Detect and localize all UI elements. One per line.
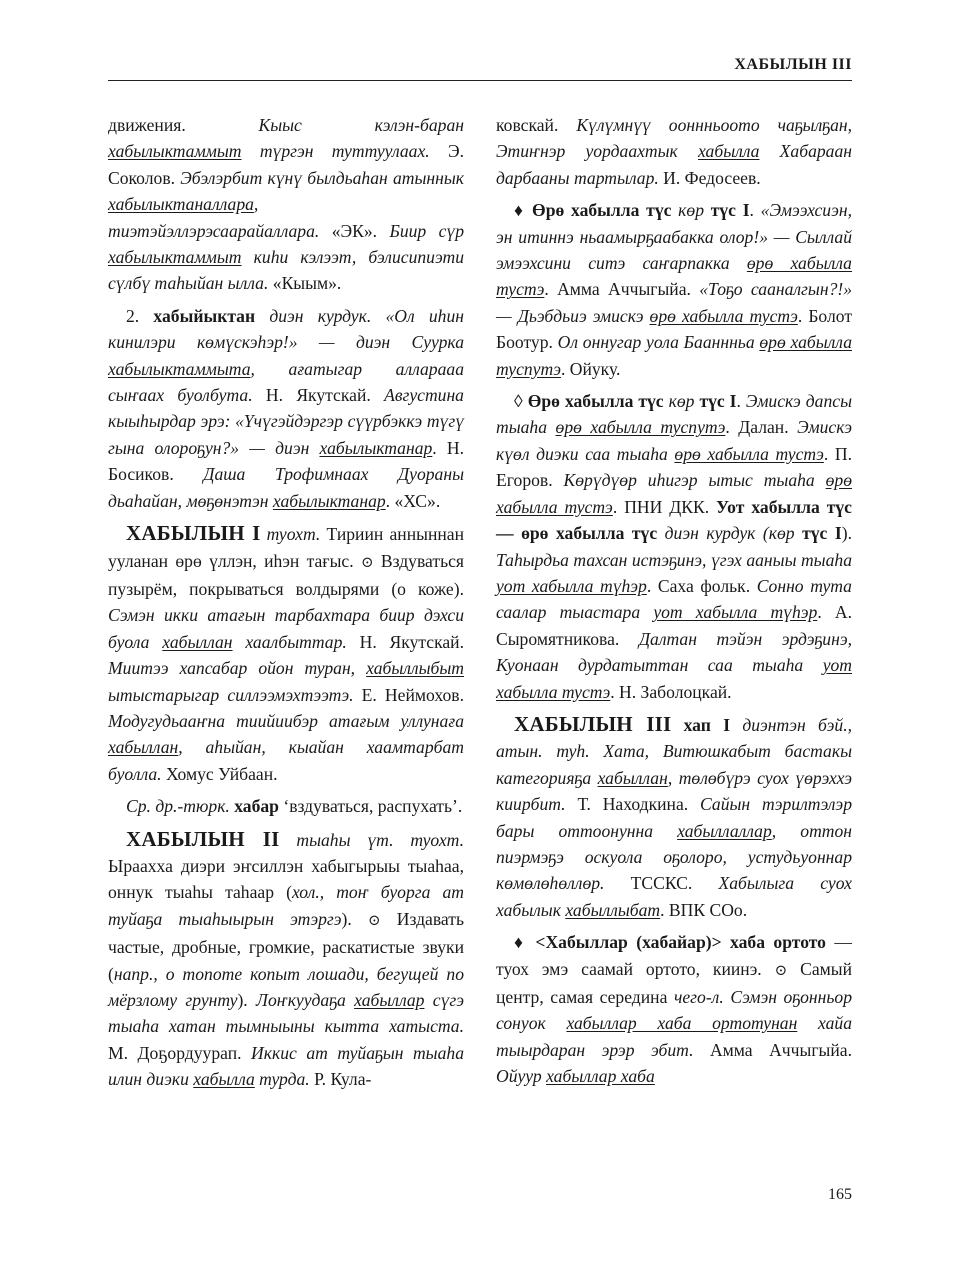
idiom-ore-khabylla-tus-2: ◊ Өрө хабылла түс көр түс I. Эмискэ дапсы тыаһа өрө хабылла туспутэ. Далан. Эмискэ күөл диэки саа тыаһа өрө хабылла тустэ. П. Егоров. Көрүдүөр иһигэр ытыс тыаһа өрө хабылла тустэ. ПНИ ДКК. Уот хабылла түс — өрө хабылла түс диэн курдук (көр түс I). Таһырдьа тахсан истэҕинэ, үгэх ааныы тыаһа уот хабылла түһэр. Саха фольк. Сонно тута саалар тыастара уот хабылла түһэр. А. Сыромятникова. Далтан тэйэн эрдэҕинэ, Куонаан дурдатыттан саа тыаһа уот хабылла тустэ. Н. Заболоцкай. <box>496 391 852 702</box>
headword: ХАБЫЛЫН II <box>126 826 280 851</box>
entry-khabylyn-3: ХАБЫЛЫН III хап I диэнтэн бэй., атын. туһ. Хата, Витюшкабыт бастакы категорияҕа хабыллан, төлөбүрэ суох үөрэххэ киирбит. Т. Находкина. Сайын тэрилтэлэр бары оттоонунна хабыллаллар, оттон пиэрмэҕэ оскуола оҕолоро, устудьуоннар көмөлөһөллөр. ТССКС. Хабылыга суох хабылык хабыллыбат. ВПК СОо. <box>496 711 852 920</box>
paragraph-continuation: движения. Кыыс кэлэн-баран хабылыктаммыт түргэн туттуулаах. Э. Соколов. Эбэлэрбит күнү былдьаһан атыннык хабылыктаналлара, тиэтэйэллэрэсаарайаллара. «ЭК». Биир сүр хабылыктаммыт киһи кэлээт, бэлисипиэти сүлбү таһыйан ылла. «Кыым». <box>108 115 465 294</box>
running-head: ХАБЫЛЫН III <box>734 56 852 73</box>
right-column <box>496 112 852 1096</box>
idiom-khaba-ortoto: ♦ <Хабыллар (хабайар)> хаба ортото — туох эмэ саамай ортото, киинэ. ⊙ Самый центр, самая середина чего-л. Сэмэн оҕонньор сонуок хабыллар хаба ортотунан хайа тыырдаран эрэр эбит. Амма Аччыгыйа. Ойуур хабыллар хаба <box>496 932 852 1087</box>
paragraph-continuation: ковскай. Күлүмнүү ооннньоото чаҕылҕан, Этиҥнэр уордаахтык хабылла Хабараан дарбааны тартылар. И. Федосеев. <box>496 115 852 188</box>
diamond-icon: ♦ <box>514 200 533 221</box>
entry-khabylyn-1: ХАБЫЛЫН I туохт. Тириин анныннан ууланан өрө үллэн, иһэн тағыс. ⊙ Вздуваться пузырём, покрываться волдырями (о коже). Сэмэн икки атағын тарбахтара биир дэхси буола хабыллан хаалбыттар. Н. Якутскай. Миитээ хапсабар ойон туран, хабыллыбыт ытыстарыгар силлээмэхтээтэ. Е. Неймохов. Модугудьааҥна тиийиибэр атағым уллунаға хабыллан, аһыйан, кыайан хаамтарбат буолла. Хомус Уйбаан. <box>108 521 464 784</box>
translation-marker-icon: ⊙ <box>368 912 381 929</box>
entry-khabylyn-2: ХАБЫЛЫН II тыаһы үт. туохт. Ыраахха диэри эҥсиллэн хабыгырыы тыаhаа, оннук тыаһы таһаар (хол., тоҥ буорга ат туйаҕа тыаһыырын этэргэ). ⊙ Издавать частые, дробные, громкие, раскатистые звуки (напр., о топоте копыт лошади, бегущей по мёрзлому грунту). Лоҥкуудаҕа хабыллар сүгэ тыаһа хатан тымныыны кытта хатыста. М. Доҕордуурап. Иккис ат туйаҕын тыаһа илин диэки хабылла турда. Р. Кула- <box>108 826 465 1090</box>
left-column <box>108 112 464 1099</box>
etymology-paragraph: Ср. др.-тюрк. хабар ‘вздуваться, распухать’. <box>126 796 463 817</box>
lozenge-icon: ◊ <box>514 391 528 412</box>
diamond-icon: ♦ <box>514 932 536 953</box>
headword: ХАБЫЛЫН III <box>514 711 672 736</box>
sense-2-paragraph: 2. хабыйыктан диэн курдук. «Ол иһин кинилэри көмүскэһэр!» — диэн Суурка хабылыктаммыта, ағатыгар алларааа сыҥаах буолбута. Н. Якутскай. Августина кыыһырдар эрэ: «Үчүгэйдэргэр сүүрбэккэ түгү гына олороҕун?» — диэн хабылыктанар. Н. Босиков. Даша Трофимнаах Дуораны дьаһайан, мөҕөнэтэн хабылыктанар. «ХС». <box>108 305 465 511</box>
translation-marker-icon: ⊙ <box>774 962 788 979</box>
translation-marker-icon: ⊙ <box>360 554 374 571</box>
headword: ХАБЫЛЫН I <box>126 521 261 546</box>
page-header <box>108 56 852 81</box>
page-number: 165 <box>828 1186 852 1203</box>
idiom-ore-khabylla-tus: ♦ Өрө хабылла түс көр түс I. «Эмээхсиэн, эн итиннэ ньаамырҕаабакка олор!» — Сыллай эмээхсини ситэ саҥарпакка өрө хабылла тустэ. Амма Аччыгыйа. «Тоҕо сааналгын?!» — Дьэбдьиэ эмискэ өрө хабылла тустэ. Болот Боотур. Ол оннугар уола Бааннньа өрө хабылла туспутэ. Ойуку. <box>496 200 853 379</box>
